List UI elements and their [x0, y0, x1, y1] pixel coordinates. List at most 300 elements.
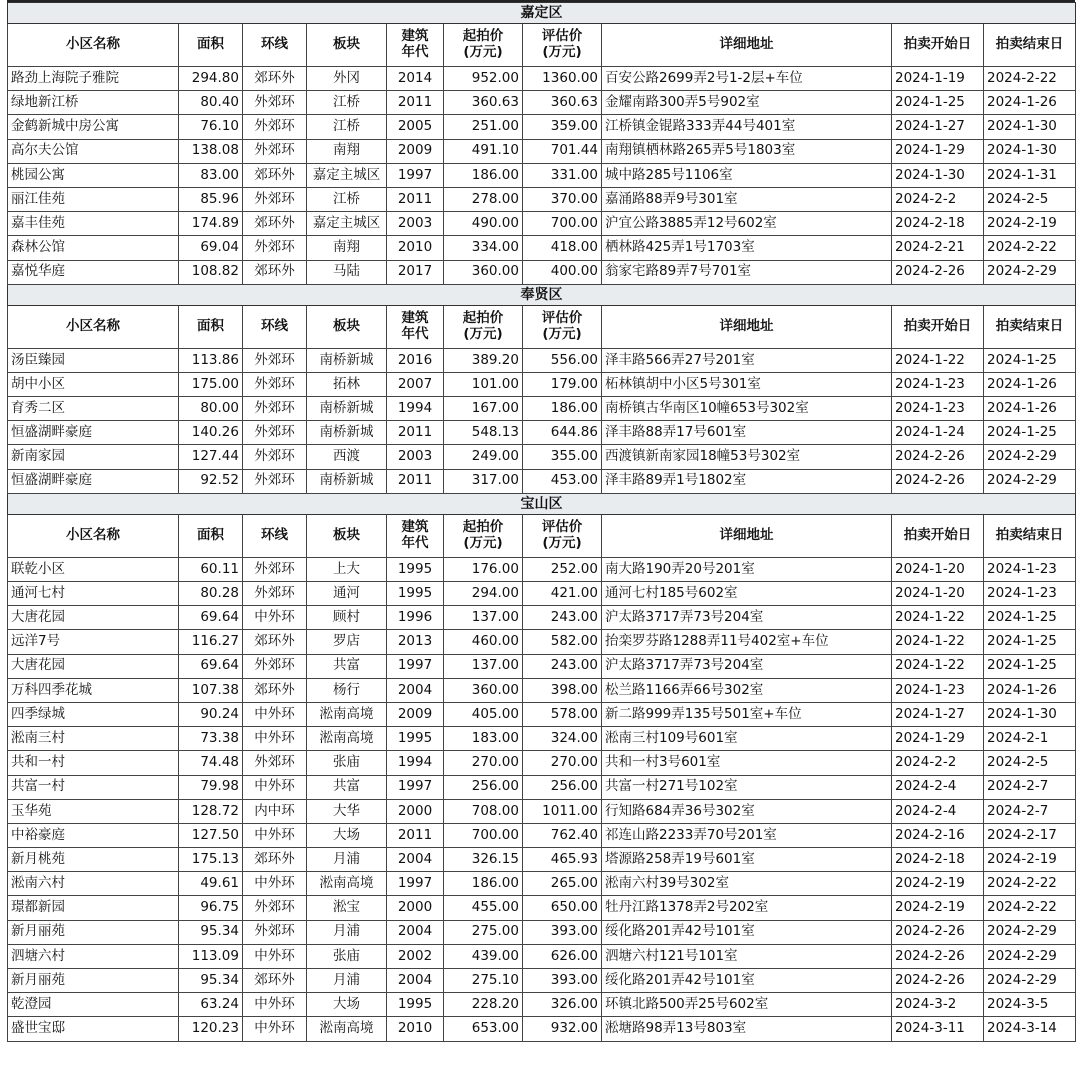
cell-year: 2011	[387, 421, 444, 445]
header-start-date: 拍卖开始日	[892, 24, 984, 67]
cell-start-date: 2024-1-30	[892, 163, 984, 187]
cell-area: 83.00	[179, 163, 243, 187]
table-row	[8, 727, 1076, 751]
cell-eval-price: 701.44	[523, 139, 602, 163]
cell-start-price: 251.00	[444, 115, 523, 139]
table-row	[8, 702, 1076, 726]
cell-end-date: 2024-1-25	[984, 421, 1076, 445]
cell-block: 淞宝	[307, 896, 387, 920]
cell-area: 49.61	[179, 872, 243, 896]
cell-ring: 外郊环	[243, 582, 307, 606]
cell-ring: 郊环外	[243, 678, 307, 702]
cell-name: 金鹤新城中房公寓	[8, 115, 179, 139]
header-start-price	[444, 514, 523, 557]
cell-block: 大场	[307, 993, 387, 1017]
cell-address: 共和一村3号601室	[602, 751, 892, 775]
cell-address: 城中路285号1106室	[602, 163, 892, 187]
cell-ring: 外郊环	[243, 139, 307, 163]
cell-year: 2010	[387, 1017, 444, 1041]
header-line: (万元)	[463, 44, 503, 60]
cell-year: 1997	[387, 163, 444, 187]
cell-block: 江桥	[307, 115, 387, 139]
cell-start-date: 2024-2-2	[892, 187, 984, 211]
cell-block: 拓林	[307, 372, 387, 396]
cell-eval-price: 398.00	[523, 678, 602, 702]
cell-end-date: 2024-2-29	[984, 469, 1076, 493]
cell-start-price: 278.00	[444, 187, 523, 211]
cell-start-date: 2024-2-18	[892, 212, 984, 236]
cell-start-date: 2024-1-23	[892, 372, 984, 396]
cell-eval-price: 265.00	[523, 872, 602, 896]
cell-start-date: 2024-1-22	[892, 654, 984, 678]
cell-area: 76.10	[179, 115, 243, 139]
cell-area: 127.50	[179, 823, 243, 847]
header-block: 板块	[307, 24, 387, 67]
cell-start-price: 186.00	[444, 872, 523, 896]
cell-start-price: 334.00	[444, 236, 523, 260]
cell-ring: 外郊环	[243, 557, 307, 581]
cell-ring: 外郊环	[243, 654, 307, 678]
header-year	[387, 514, 444, 557]
table-row	[8, 823, 1076, 847]
cell-year: 2011	[387, 187, 444, 211]
cell-ring: 外郊环	[243, 920, 307, 944]
cell-ring: 中外环	[243, 775, 307, 799]
cell-year: 2011	[387, 469, 444, 493]
cell-ring: 中外环	[243, 823, 307, 847]
cell-address: 金耀南路300弄5号902室	[602, 91, 892, 115]
cell-end-date: 2024-2-29	[984, 944, 1076, 968]
table-row	[8, 445, 1076, 469]
header-end-date: 拍卖结束日	[984, 305, 1076, 348]
cell-area: 113.09	[179, 944, 243, 968]
cell-end-date: 2024-2-5	[984, 187, 1076, 211]
cell-name: 森林公馆	[8, 236, 179, 260]
cell-name: 新月桃苑	[8, 848, 179, 872]
cell-end-date: 2024-1-25	[984, 630, 1076, 654]
header-address: 详细地址	[602, 305, 892, 348]
cell-start-price: 653.00	[444, 1017, 523, 1041]
cell-start-price: 439.00	[444, 944, 523, 968]
cell-area: 60.11	[179, 557, 243, 581]
table-row	[8, 751, 1076, 775]
cell-year: 1994	[387, 397, 444, 421]
header-eval-price	[523, 514, 602, 557]
cell-block: 月浦	[307, 920, 387, 944]
cell-year: 1997	[387, 775, 444, 799]
header-end-date: 拍卖结束日	[984, 24, 1076, 67]
table-row	[8, 654, 1076, 678]
cell-name: 玉华苑	[8, 799, 179, 823]
cell-eval-price: 393.00	[523, 969, 602, 993]
cell-eval-price: 270.00	[523, 751, 602, 775]
cell-ring: 外郊环	[243, 236, 307, 260]
cell-name: 远洋7号	[8, 630, 179, 654]
cell-area: 175.13	[179, 848, 243, 872]
cell-eval-price: 421.00	[523, 582, 602, 606]
cell-ring: 郊环外	[243, 969, 307, 993]
cell-start-price: 952.00	[444, 67, 523, 91]
cell-address: 沪太路3717弄73号204室	[602, 654, 892, 678]
cell-block: 南桥新城	[307, 348, 387, 372]
cell-area: 90.24	[179, 702, 243, 726]
cell-address: 淞南六村39号302室	[602, 872, 892, 896]
cell-address: 沪宜公路3885弄12号602室	[602, 212, 892, 236]
cell-area: 120.23	[179, 1017, 243, 1041]
cell-eval-price: 1011.00	[523, 799, 602, 823]
cell-year: 2013	[387, 630, 444, 654]
table-row	[8, 582, 1076, 606]
cell-year: 1997	[387, 654, 444, 678]
cell-start-price: 137.00	[444, 654, 523, 678]
cell-end-date: 2024-1-25	[984, 348, 1076, 372]
cell-address: 行知路684弄36号302室	[602, 799, 892, 823]
cell-name: 璟都新园	[8, 896, 179, 920]
cell-ring: 外郊环	[243, 91, 307, 115]
cell-eval-price: 453.00	[523, 469, 602, 493]
cell-start-price: 176.00	[444, 557, 523, 581]
table-row	[8, 348, 1076, 372]
cell-area: 73.38	[179, 727, 243, 751]
cell-start-price: 101.00	[444, 372, 523, 396]
cell-address: 南大路190弄20号201室	[602, 557, 892, 581]
cell-ring: 外郊环	[243, 115, 307, 139]
header-line: 起拍价	[462, 310, 504, 327]
cell-ring: 中外环	[243, 1017, 307, 1041]
header-line: 年代	[401, 534, 429, 551]
table-row	[8, 775, 1076, 799]
header-year	[387, 305, 444, 348]
cell-name: 丽江佳苑	[8, 187, 179, 211]
cell-name: 绿地新江桥	[8, 91, 179, 115]
table-row	[8, 372, 1076, 396]
table-row	[8, 115, 1076, 139]
cell-end-date: 2024-2-19	[984, 848, 1076, 872]
cell-eval-price: 256.00	[523, 775, 602, 799]
header-row	[8, 24, 1076, 67]
cell-start-date: 2024-2-4	[892, 775, 984, 799]
cell-area: 69.64	[179, 654, 243, 678]
cell-address: 翁家宅路89弄7号701室	[602, 260, 892, 284]
cell-address: 绥化路201弄42号101室	[602, 969, 892, 993]
cell-start-date: 2024-2-26	[892, 944, 984, 968]
table-row	[8, 872, 1076, 896]
cell-block: 南桥新城	[307, 397, 387, 421]
cell-name: 新月丽苑	[8, 969, 179, 993]
cell-start-price: 275.10	[444, 969, 523, 993]
cell-start-date: 2024-3-2	[892, 993, 984, 1017]
cell-end-date: 2024-1-30	[984, 115, 1076, 139]
cell-eval-price: 762.40	[523, 823, 602, 847]
cell-start-price: 360.63	[444, 91, 523, 115]
header-end-date: 拍卖结束日	[984, 514, 1076, 557]
header-line: (万元)	[542, 325, 582, 342]
table-row	[8, 260, 1076, 284]
cell-end-date: 2024-2-29	[984, 260, 1076, 284]
table-row	[8, 91, 1076, 115]
cell-block: 月浦	[307, 969, 387, 993]
cell-block: 罗店	[307, 630, 387, 654]
table-row	[8, 163, 1076, 187]
cell-block: 顾村	[307, 606, 387, 630]
cell-ring: 外郊环	[243, 751, 307, 775]
cell-name: 中裕豪庭	[8, 823, 179, 847]
cell-eval-price: 556.00	[523, 348, 602, 372]
cell-start-date: 2024-1-25	[892, 91, 984, 115]
cell-address: 松兰路1166弄66号302室	[602, 678, 892, 702]
cell-start-price: 183.00	[444, 727, 523, 751]
cell-eval-price: 370.00	[523, 187, 602, 211]
cell-address: 嘉涌路88弄9号301室	[602, 187, 892, 211]
cell-start-price: 405.00	[444, 702, 523, 726]
cell-end-date: 2024-1-31	[984, 163, 1076, 187]
cell-start-date: 2024-2-26	[892, 445, 984, 469]
cell-end-date: 2024-2-29	[984, 969, 1076, 993]
cell-start-date: 2024-1-22	[892, 348, 984, 372]
table-row	[8, 187, 1076, 211]
cell-area: 175.00	[179, 372, 243, 396]
header-line: 起拍价	[462, 28, 504, 45]
cell-eval-price: 326.00	[523, 993, 602, 1017]
cell-area: 96.75	[179, 896, 243, 920]
cell-start-price: 708.00	[444, 799, 523, 823]
cell-end-date: 2024-1-23	[984, 557, 1076, 581]
cell-start-date: 2024-1-24	[892, 421, 984, 445]
cell-start-price: 326.15	[444, 848, 523, 872]
table-row	[8, 678, 1076, 702]
table-row	[8, 630, 1076, 654]
cell-eval-price: 359.00	[523, 115, 602, 139]
cell-end-date: 2024-1-30	[984, 702, 1076, 726]
cell-start-price: 256.00	[444, 775, 523, 799]
cell-block: 大场	[307, 823, 387, 847]
cell-end-date: 2024-2-17	[984, 823, 1076, 847]
cell-start-price: 186.00	[444, 163, 523, 187]
header-ring: 环线	[243, 514, 307, 557]
cell-start-date: 2024-1-27	[892, 115, 984, 139]
cell-area: 138.08	[179, 139, 243, 163]
cell-block: 外冈	[307, 67, 387, 91]
cell-year: 2004	[387, 678, 444, 702]
cell-end-date: 2024-2-7	[984, 799, 1076, 823]
cell-ring: 郊环外	[243, 212, 307, 236]
cell-start-price: 455.00	[444, 896, 523, 920]
cell-eval-price: 932.00	[523, 1017, 602, 1041]
table-row	[8, 799, 1076, 823]
cell-eval-price: 393.00	[523, 920, 602, 944]
table-row	[8, 212, 1076, 236]
cell-start-date: 2024-2-4	[892, 799, 984, 823]
cell-year: 2011	[387, 91, 444, 115]
cell-address: 淞南三村109号601室	[602, 727, 892, 751]
cell-year: 2009	[387, 139, 444, 163]
table-row	[8, 557, 1076, 581]
cell-address: 环镇北路500弄25号602室	[602, 993, 892, 1017]
cell-block: 淞南高境	[307, 702, 387, 726]
cell-start-date: 2024-2-18	[892, 848, 984, 872]
cell-block: 淞南高境	[307, 872, 387, 896]
cell-ring: 中外环	[243, 993, 307, 1017]
cell-eval-price: 355.00	[523, 445, 602, 469]
cell-address: 绥化路201弄42号101室	[602, 920, 892, 944]
header-eval-price	[523, 24, 602, 67]
cell-start-date: 2024-2-2	[892, 751, 984, 775]
table-row	[8, 397, 1076, 421]
header-line: 年代	[401, 44, 429, 60]
cell-address: 栖林路425弄1号1703室	[602, 236, 892, 260]
cell-name: 大唐花园	[8, 606, 179, 630]
cell-end-date: 2024-1-23	[984, 582, 1076, 606]
cell-start-price: 389.20	[444, 348, 523, 372]
cell-end-date: 2024-2-22	[984, 896, 1076, 920]
cell-ring: 中外环	[243, 727, 307, 751]
cell-year: 2009	[387, 702, 444, 726]
cell-name: 汤臣臻园	[8, 348, 179, 372]
header-ring: 环线	[243, 24, 307, 67]
cell-ring: 中外环	[243, 606, 307, 630]
cell-area: 92.52	[179, 469, 243, 493]
cell-address: 百安公路2699弄2号1-2层+车位	[602, 67, 892, 91]
cell-block: 杨行	[307, 678, 387, 702]
cell-address: 西渡镇新南家园18幢53号302室	[602, 445, 892, 469]
cell-start-date: 2024-2-26	[892, 469, 984, 493]
cell-block: 淞南高境	[307, 727, 387, 751]
cell-name: 新月丽苑	[8, 920, 179, 944]
cell-block: 江桥	[307, 187, 387, 211]
cell-name: 联乾小区	[8, 557, 179, 581]
cell-eval-price: 582.00	[523, 630, 602, 654]
cell-start-date: 2024-1-19	[892, 67, 984, 91]
section-title: 奉贤区	[8, 284, 1076, 305]
cell-area: 74.48	[179, 751, 243, 775]
cell-end-date: 2024-2-5	[984, 751, 1076, 775]
cell-eval-price: 626.00	[523, 944, 602, 968]
cell-eval-price: 578.00	[523, 702, 602, 726]
cell-address: 塔源路258弄19号601室	[602, 848, 892, 872]
cell-eval-price: 186.00	[523, 397, 602, 421]
section-title-row	[8, 284, 1076, 305]
header-eval-price	[523, 305, 602, 348]
table-row	[8, 920, 1076, 944]
cell-start-date: 2024-1-22	[892, 606, 984, 630]
cell-year: 1997	[387, 872, 444, 896]
cell-end-date: 2024-2-29	[984, 920, 1076, 944]
header-line: 评估价	[541, 519, 583, 536]
cell-name: 四季绿城	[8, 702, 179, 726]
cell-name: 新南家园	[8, 445, 179, 469]
table-row	[8, 139, 1076, 163]
cell-block: 张庙	[307, 751, 387, 775]
cell-address: 沪太路3717弄73号204室	[602, 606, 892, 630]
cell-start-date: 2024-1-29	[892, 727, 984, 751]
header-area: 面积	[179, 514, 243, 557]
table-row	[8, 67, 1076, 91]
cell-eval-price: 418.00	[523, 236, 602, 260]
cell-year: 1996	[387, 606, 444, 630]
cell-start-price: 360.00	[444, 260, 523, 284]
cell-ring: 内中环	[243, 799, 307, 823]
cell-name: 淞南三村	[8, 727, 179, 751]
header-block: 板块	[307, 305, 387, 348]
cell-year: 1995	[387, 557, 444, 581]
header-area: 面积	[179, 24, 243, 67]
cell-start-price: 167.00	[444, 397, 523, 421]
cell-ring: 外郊环	[243, 445, 307, 469]
header-line: (万元)	[463, 325, 503, 342]
cell-name: 万科四季花城	[8, 678, 179, 702]
header-row	[8, 305, 1076, 348]
cell-start-price: 275.00	[444, 920, 523, 944]
header-start-date: 拍卖开始日	[892, 514, 984, 557]
cell-end-date: 2024-1-25	[984, 654, 1076, 678]
cell-area: 80.40	[179, 91, 243, 115]
cell-start-date: 2024-1-29	[892, 139, 984, 163]
cell-block: 南桥新城	[307, 421, 387, 445]
cell-address: 泽丰路89弄1号1802室	[602, 469, 892, 493]
cell-ring: 外郊环	[243, 421, 307, 445]
cell-name: 共富一村	[8, 775, 179, 799]
cell-year: 2014	[387, 67, 444, 91]
cell-name: 高尔夫公馆	[8, 139, 179, 163]
cell-eval-price: 243.00	[523, 654, 602, 678]
cell-start-date: 2024-1-22	[892, 630, 984, 654]
cell-address: 通河七村185号602室	[602, 582, 892, 606]
cell-start-price: 360.00	[444, 678, 523, 702]
cell-address: 泽丰路566弄27号201室	[602, 348, 892, 372]
cell-name: 嘉悦华庭	[8, 260, 179, 284]
table-row	[8, 944, 1076, 968]
cell-ring: 郊环外	[243, 260, 307, 284]
header-line: 建筑	[401, 310, 429, 327]
cell-start-price: 270.00	[444, 751, 523, 775]
cell-year: 2003	[387, 212, 444, 236]
cell-area: 140.26	[179, 421, 243, 445]
table-row	[8, 606, 1076, 630]
cell-area: 85.96	[179, 187, 243, 211]
cell-year: 1995	[387, 727, 444, 751]
cell-area: 79.98	[179, 775, 243, 799]
cell-end-date: 2024-1-26	[984, 397, 1076, 421]
cell-block: 共富	[307, 775, 387, 799]
cell-eval-price: 252.00	[523, 557, 602, 581]
cell-year: 2000	[387, 896, 444, 920]
cell-end-date: 2024-3-5	[984, 993, 1076, 1017]
cell-eval-price: 465.93	[523, 848, 602, 872]
cell-end-date: 2024-2-1	[984, 727, 1076, 751]
cell-area: 294.80	[179, 67, 243, 91]
cell-address: 抬栾罗芬路1288弄11号402室+车位	[602, 630, 892, 654]
cell-area: 113.86	[179, 348, 243, 372]
cell-block: 嘉定主城区	[307, 163, 387, 187]
cell-block: 江桥	[307, 91, 387, 115]
cell-start-date: 2024-2-16	[892, 823, 984, 847]
cell-area: 128.72	[179, 799, 243, 823]
cell-ring: 外郊环	[243, 348, 307, 372]
cell-year: 2003	[387, 445, 444, 469]
cell-start-date: 2024-2-19	[892, 896, 984, 920]
section-title-row	[8, 493, 1076, 514]
table-row	[8, 236, 1076, 260]
cell-start-price: 249.00	[444, 445, 523, 469]
header-line: 评估价	[541, 28, 583, 45]
cell-area: 80.28	[179, 582, 243, 606]
cell-end-date: 2024-1-26	[984, 91, 1076, 115]
cell-name: 盛世宝邸	[8, 1017, 179, 1041]
cell-eval-price: 650.00	[523, 896, 602, 920]
header-address: 详细地址	[602, 514, 892, 557]
cell-start-price: 490.00	[444, 212, 523, 236]
cell-eval-price: 324.00	[523, 727, 602, 751]
